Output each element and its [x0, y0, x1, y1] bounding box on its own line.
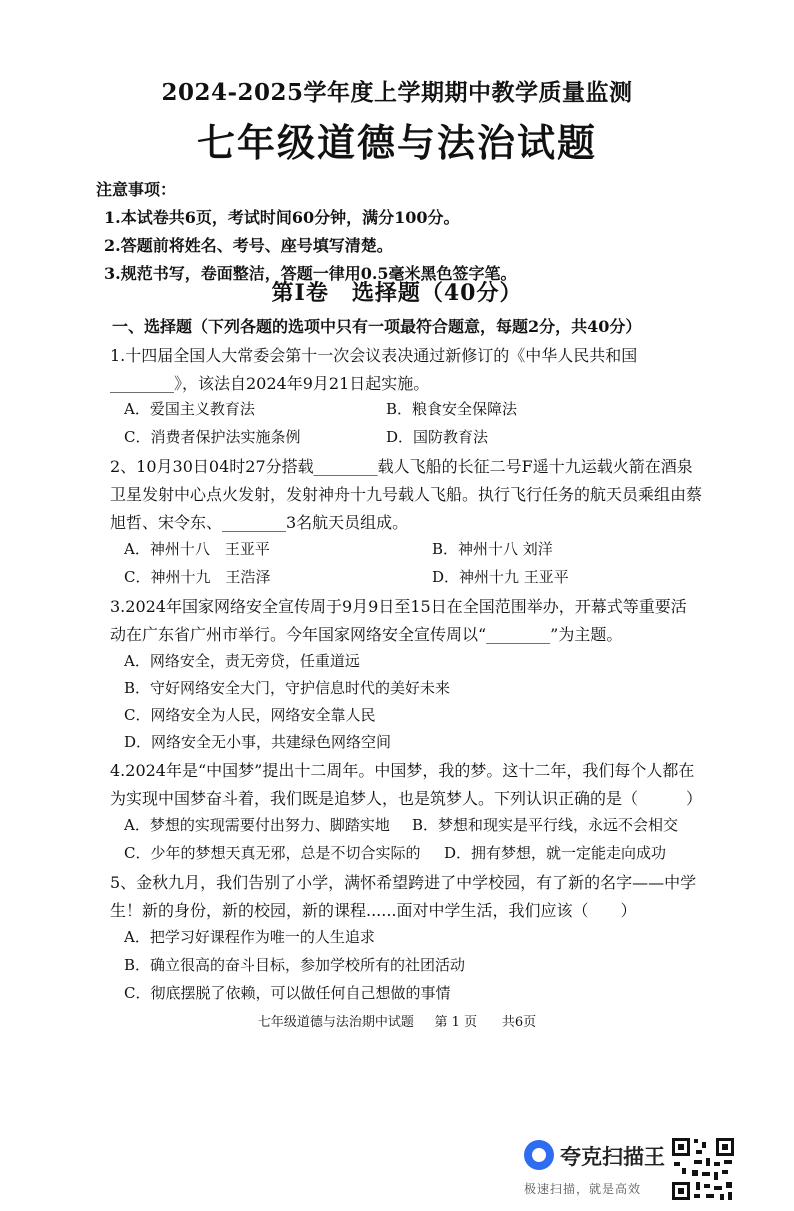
question-4-line: 为实现中国梦奋斗着，我们既是追梦人，也是筑梦人。下列认识正确的是（ ）	[110, 789, 703, 808]
question-5-option-b: B．确立很高的奋斗目标，参加学校所有的社团活动	[124, 956, 466, 974]
scanner-watermark	[524, 1140, 664, 1210]
footer-page-number: 第 1 页	[434, 1015, 478, 1030]
question-2-option-d: D．神州十九 王亚平	[432, 568, 569, 586]
scanner-slogan: 极速扫描，就是高效	[524, 1182, 642, 1196]
question-2-option-c: C．神州十九 王浩泽	[124, 568, 271, 586]
notice-item: 2.答题前将姓名、考号、座号填写清楚。	[104, 236, 393, 255]
footer-total-pages: 共6页	[501, 1015, 537, 1030]
exam-header-line1: 2024-2025学年度上学期期中教学质量监测	[161, 79, 633, 106]
question-1-option-b: B．粮食安全保障法	[386, 400, 518, 418]
question-3-line: 3.2024年国家网络安全宣传周于9月9日至15日在全国范围举办，开幕式等重要活	[110, 597, 687, 616]
question-4-option-a: A．梦想的实现需要付出努力、脚踏实地	[124, 816, 390, 834]
exam-title: 七年级道德与法治试题	[196, 120, 597, 165]
notice-heading: 注意事项：	[96, 180, 177, 199]
question-4-option-b: B．梦想和现实是平行线，永远不会相交	[412, 816, 679, 834]
question-1-option-d: D．国防教育法	[386, 428, 489, 446]
question-3-option-d: D．网络安全无小事，共建绿色网络空间	[124, 733, 392, 751]
question-4-option-c: C．少年的梦想天真无邪，总是不切合实际的	[124, 844, 421, 862]
question-3-option-c: C．网络安全为人民，网络安全靠人民	[124, 706, 376, 724]
footer-exam-name: 七年级道德与法治期中试题	[257, 1015, 414, 1030]
question-1-line: 1.十四届全国人大常委会第十一次会议表决通过新修订的《中华人民共和国	[110, 346, 638, 365]
qr-code-icon	[670, 1136, 736, 1202]
question-2-line: 卫星发射中心点火发射，发射神舟十九号载人飞船。执行飞行任务的航天员乘组由蔡	[110, 485, 703, 504]
notice-item: 3.规范书写，卷面整洁，答题一律用0.5毫米黑色签字笔。	[104, 264, 517, 283]
question-1-option-c: C．消费者保护法实施条例	[124, 428, 301, 446]
question-3-line: 动在广东省广州市举行。今年国家网络安全宣传周以“________”为主题。	[110, 625, 623, 644]
question-5-line: 生！新的身份，新的校园，新的课程......面对中学生活，我们应该（ ）	[110, 901, 637, 920]
scanner-logo-icon	[524, 1140, 554, 1170]
notice-item: 1.本试卷共6页，考试时间60分钟，满分100分。	[104, 208, 460, 227]
question-1-option-a: A．爱国主义教育法	[124, 400, 255, 418]
question-2-line: 2、10月30日04时27分搭载________载人飞船的长征二号F遥十九运载火箭在酒泉	[110, 457, 693, 476]
question-4-line: 4.2024年是“中国梦”提出十二周年。中国梦，我的梦。这十二年，我们每个人都在	[110, 761, 695, 780]
question-2-option-a: A．神州十八 王亚平	[124, 540, 270, 558]
scanner-app-name: 夸克扫描王	[560, 1145, 665, 1169]
part-instructions: 一、选择题（下列各题的选项中只有一项最符合题意，每题2分，共40分）	[112, 317, 642, 336]
question-5-line: 5、金秋九月，我们告别了小学，满怀希望跨进了中学校园，有了新的名字——中学	[110, 873, 697, 892]
question-5-option-a: A．把学习好课程作为唯一的人生追求	[124, 928, 375, 946]
question-3-option-b: B．守好网络安全大门，守护信息时代的美好未来	[124, 679, 451, 697]
question-2-line: 旭哲、宋令东、________3名航天员组成。	[110, 513, 409, 532]
question-5-option-c: C．彻底摆脱了依赖，可以做任何自己想做的事情	[124, 984, 451, 1002]
question-1-line: ________》，该法自2024年9月21日起实施。	[110, 374, 430, 393]
question-3-option-a: A．网络安全，责无旁贷，任重道远	[124, 652, 360, 670]
section-title: 第Ⅰ卷 选择题（40分）	[271, 280, 523, 306]
page-footer	[0, 1011, 794, 1030]
question-2-option-b: B．神州十八 刘洋	[432, 540, 553, 558]
question-4-option-d: D．拥有梦想，就一定能走向成功	[444, 844, 667, 862]
